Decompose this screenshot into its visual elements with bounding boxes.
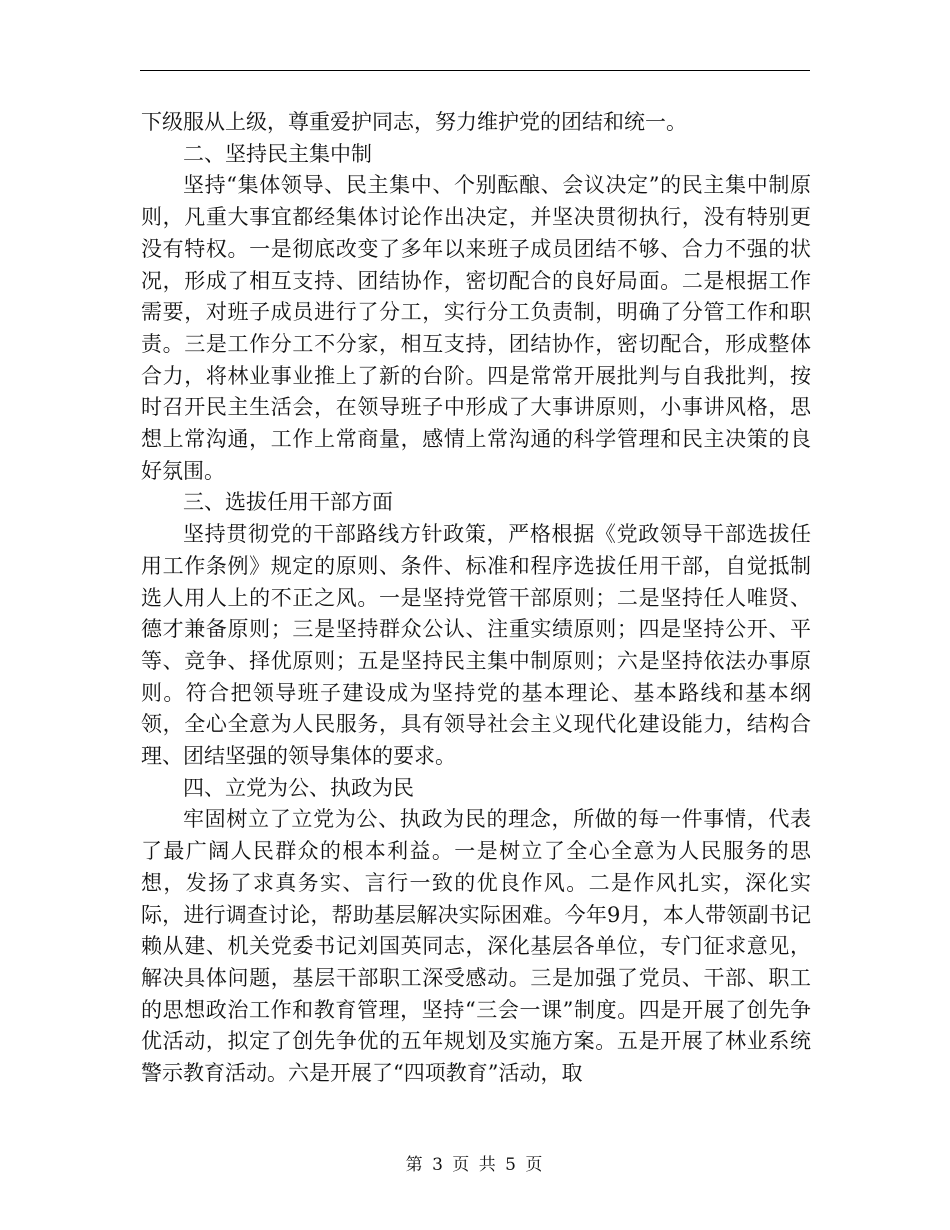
page-number-footer: 第 3 页 共 5 页: [405, 1155, 545, 1175]
document-body: [141, 107, 811, 1090]
paragraph-democratic-centralism: 坚持“集体领导、民主集中、个别酝酿、会议决定”的民主集中制原则，凡重大事宜都经集体讨论作出决定，并坚决贯彻执行，没有特别更没有特权。一是彻底改变了多年以来班子成员团结不够、合力不强的状况，形成了相互支持、团结协作，密切配合的良好局面。二是根据工作需要，对班子成员进行了分工，实行分工负责制，明确了分管工作和职责。三是工作分工不分家，相互支持，团结协作，密切配合，形成整体合力，将林业事业推上了新的台阶。四是常常开展批判与自我批判，按时召开民主生活会，在领导班子中形成了大事讲原则，小事讲风格，思想上常沟通，工作上常商量，感情上常沟通的科学管理和民主决策的良好氛围。: [141, 173, 811, 483]
paragraph-serve-people: 牢固树立了立党为公、执政为民的理念，所做的每一件事情，代表了最广阔人民群众的根本利益。一是树立了全心全意为人民服务的思想，发扬了求真务实、言行一致的优良作风。二是作风扎实，深化实际，进行调查讨论，帮助基层解决实际困难。今年9月，本人带领副书记赖从建、机关党委书记刘国英同志，深化基层各单位，专门征求意见，解决具体问题，基层干部职工深受感动。三是加强了党员、干部、职工的思想政治工作和教育管理，坚持“三会一课”制度。四是开展了创先争优活动，拟定了创先争优的五年规划及实施方案。五是开展了林业系统警示教育活动。六是开展了“四项教育”活动，取: [141, 807, 811, 1086]
paragraph-cadre-selection: 坚持贯彻党的干部路线方针政策，严格根据《党政领导干部选拔任用工作条例》规定的原则、条件、标准和程序选拔任用干部，自觉抵制选人用人上的不正之风。一是坚持党管干部原则；二是坚持任人唯贤、德才兼备原则；三是坚持群众公认、注重实绩原则；四是坚持公开、平等、竞争、择优原则；五是坚持民主集中制原则；六是坚持依法办事原则。符合把领导班子建设成为坚持党的基本理论、基本路线和基本纲领，全心全意为人民服务，具有领导社会主义现代化建设能力，结构合理、团结坚强的领导集体的要求。: [141, 522, 811, 769]
section-heading-democratic-centralism: 二、坚持民主集中制: [183, 141, 372, 166]
section-heading-serve-people: 四、立党为公、执政为民: [183, 775, 414, 800]
paragraph-continuation: 下级服从上级，尊重爱护同志，努力维护党的团结和统一。: [141, 110, 687, 134]
header-rule: [140, 70, 810, 71]
section-heading-cadre-selection: 三、选拔任用干部方面: [183, 490, 393, 515]
